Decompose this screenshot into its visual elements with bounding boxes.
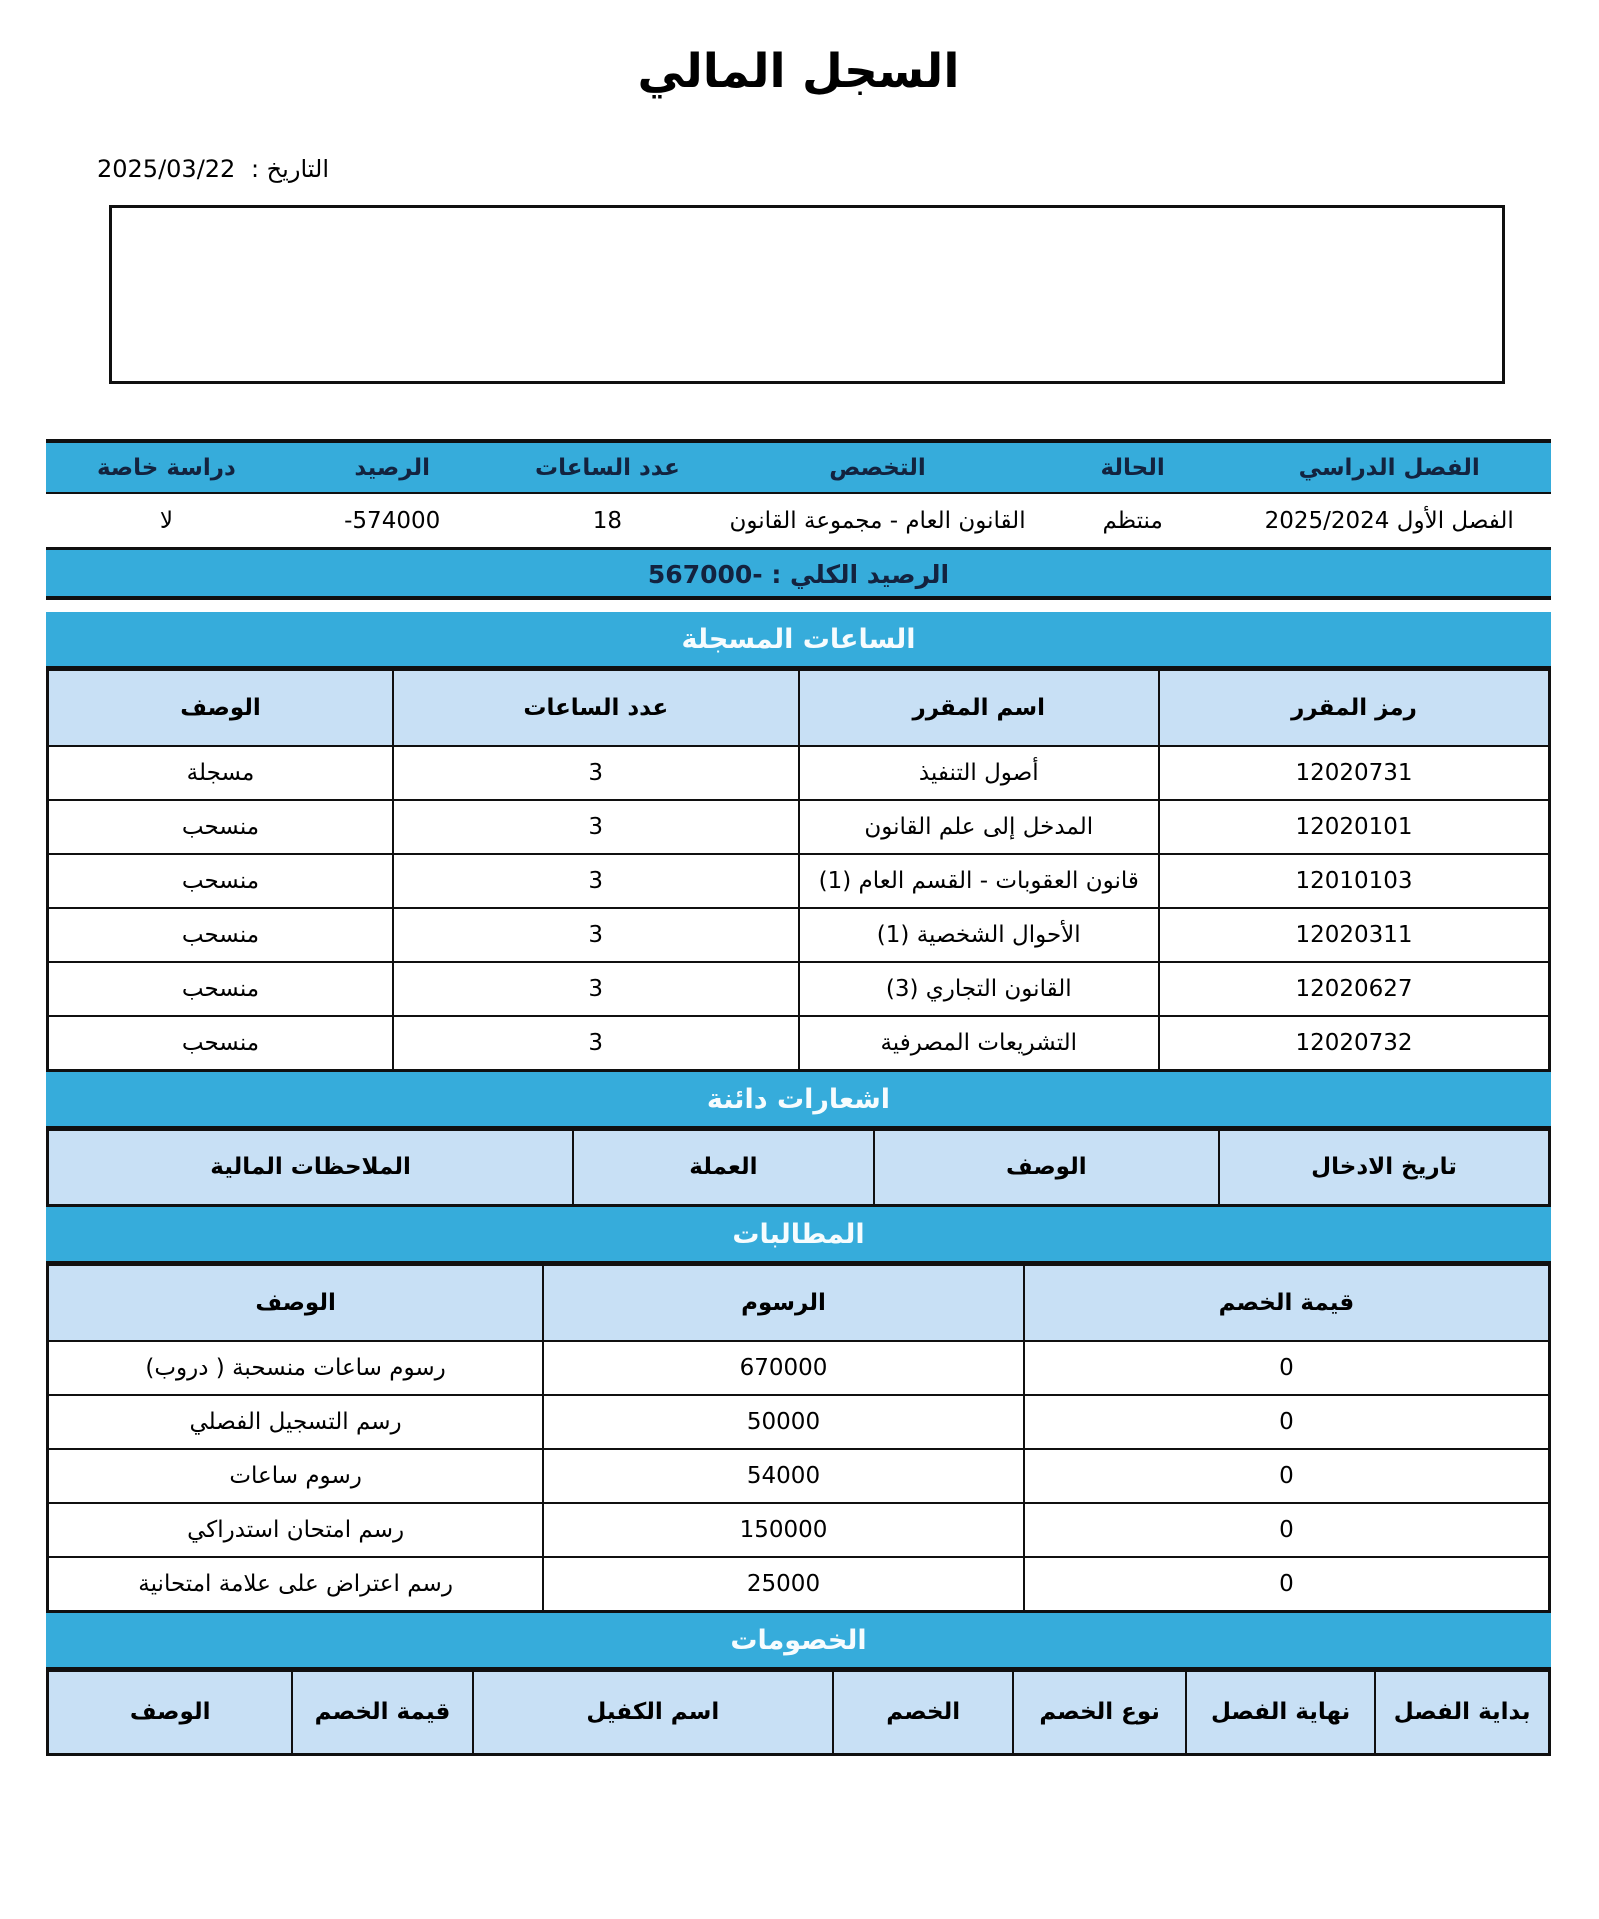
column-header: نهاية الفصل [1186,1671,1375,1755]
table-cell: منتظم [1038,493,1228,547]
financial-record-document [0,44,1599,1796]
table-cell: رسم اعتراض على علامة امتحانية [48,1557,544,1611]
table-cell: 0 [1024,1503,1550,1557]
table-row [48,908,1550,962]
table-cell: 12020311 [1159,908,1550,962]
column-header: التخصص [717,441,1038,493]
table-cell: 0 [1024,1341,1550,1395]
table-cell: أصول التنفيذ [799,746,1159,800]
table-cell: 12020627 [1159,962,1550,1016]
table-row [48,800,1550,854]
column-header: دراسة خاصة [46,441,287,493]
column-header: الرسوم [543,1265,1024,1341]
table-cell: 0 [1024,1395,1550,1449]
semester-summary-table [46,439,1551,547]
table-cell: 150000 [543,1503,1024,1557]
table-cell: 12020731 [1159,746,1550,800]
total-balance-band: الرصيد الكلي : -567000 [46,547,1551,600]
table-cell: 25000 [543,1557,1024,1611]
table-cell: 50000 [543,1395,1024,1449]
registered-hours-header-row [48,670,1550,746]
table-cell: منسحب [48,908,393,962]
table-cell: منسحب [48,800,393,854]
table-cell: التشريعات المصرفية [799,1016,1159,1070]
page-title: السجل المالي [637,44,960,99]
summary-header-row [46,441,1551,493]
table-cell: منسحب [48,962,393,1016]
table-cell: القانون العام - مجموعة القانون [717,493,1038,547]
student-info-box [109,205,1505,384]
table-row [48,1449,1550,1503]
table-cell: المدخل إلى علم القانون [799,800,1159,854]
table-cell: 12010103 [1159,854,1550,908]
section-discounts: الخصومات [46,1613,1551,1670]
table-row [46,493,1551,547]
date-line [46,155,1551,183]
column-header: الخصم [833,1671,1013,1755]
table-row [48,746,1550,800]
table-cell: لا [46,493,287,547]
table-cell: 3 [393,1016,799,1070]
table-cell: منسحب [48,1016,393,1070]
discounts-table [46,1670,1551,1757]
column-header: اسم المقرر [799,670,1159,746]
table-cell: رسوم ساعات [48,1449,544,1503]
table-cell: القانون التجاري (3) [799,962,1159,1016]
column-header: الوصف [48,670,393,746]
table-cell: 54000 [543,1449,1024,1503]
discounts-header-row [48,1671,1550,1755]
date-label: التاريخ : [250,155,329,183]
column-header: الملاحظات المالية [48,1130,574,1206]
spacer [46,600,1551,612]
table-cell: منسحب [48,854,393,908]
table-cell: رسم امتحان استدراكي [48,1503,544,1557]
column-header: الفصل الدراسي [1227,441,1551,493]
claims-table [46,1264,1551,1613]
table-cell: الأحوال الشخصية (1) [799,908,1159,962]
column-header: قيمة الخصم [292,1671,472,1755]
column-header: رمز المقرر [1159,670,1550,746]
table-cell: 12020101 [1159,800,1550,854]
table-row [48,1395,1550,1449]
credit-notices-header-row [48,1130,1550,1206]
section-claims: المطالبات [46,1207,1551,1264]
column-header: تاريخ الادخال [1219,1130,1549,1206]
column-header: اسم الكفيل [473,1671,833,1755]
table-cell: 3 [393,908,799,962]
column-header: قيمة الخصم [1024,1265,1550,1341]
section-registered-hours: الساعات المسجلة [46,612,1551,669]
table-cell: الفصل الأول 2025/2024 [1227,493,1551,547]
date-value: 2025/03/22 [97,155,236,183]
table-cell: 3 [393,746,799,800]
table-cell: مسجلة [48,746,393,800]
column-header: الوصف [48,1671,293,1755]
table-cell: 0 [1024,1557,1550,1611]
column-header: عدد الساعات [393,670,799,746]
table-row [48,1557,1550,1611]
table-cell: رسوم ساعات منسحبة ( دروب) [48,1341,544,1395]
table-cell: 12020732 [1159,1016,1550,1070]
table-row [48,1503,1550,1557]
column-header: العملة [573,1130,873,1206]
table-cell: 0 [1024,1449,1550,1503]
column-header: الوصف [48,1265,544,1341]
section-credit-notices: اشعارات دائنة [46,1072,1551,1129]
table-cell: 18 [498,493,718,547]
table-cell: 3 [393,854,799,908]
table-cell: قانون العقوبات - القسم العام (1) [799,854,1159,908]
table-cell: رسم التسجيل الفصلي [48,1395,544,1449]
table-cell: -574000 [287,493,498,547]
column-header: الحالة [1038,441,1228,493]
registered-hours-table [46,669,1551,1072]
table-cell: 3 [393,800,799,854]
column-header: نوع الخصم [1013,1671,1186,1755]
table-cell: 3 [393,962,799,1016]
table-row [48,962,1550,1016]
claims-header-row [48,1265,1550,1341]
column-header: الرصيد [287,441,498,493]
table-row [48,1016,1550,1070]
credit-notices-table [46,1129,1551,1208]
column-header: عدد الساعات [498,441,718,493]
table-row [48,1341,1550,1395]
column-header: بداية الفصل [1375,1671,1549,1755]
column-header: الوصف [874,1130,1219,1206]
table-row [48,854,1550,908]
table-cell: 670000 [543,1341,1024,1395]
